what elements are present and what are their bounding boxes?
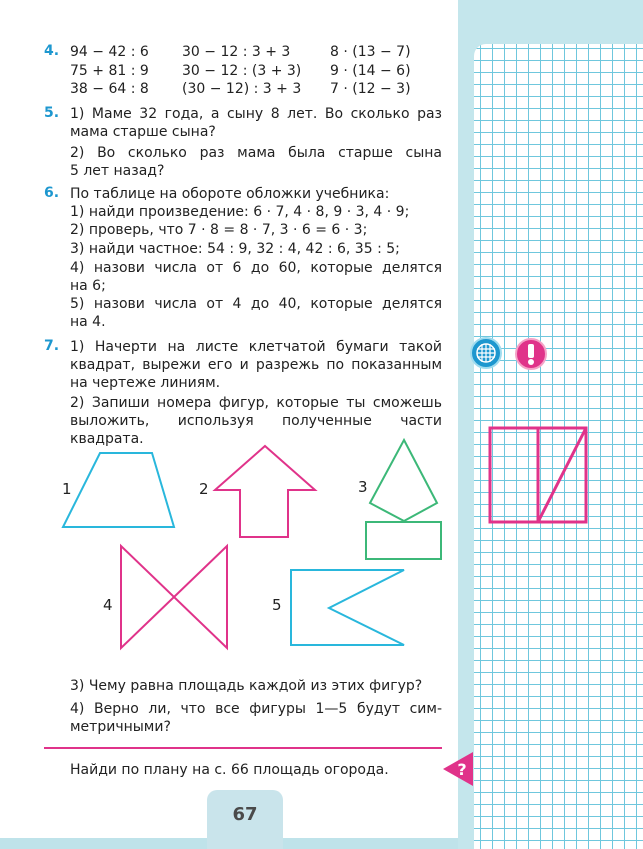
figure-1-label: 1 (62, 480, 72, 498)
exercise-5-part1-line1: 1) Маме 32 года, а сыну 8 лет. Во сколько раз (70, 106, 442, 122)
exercise-5-number: 5. (44, 105, 60, 121)
exercise-7-number: 7. (44, 338, 60, 354)
exercise-6-intro: По таблице на обороте обложки учебника: (70, 186, 390, 202)
expr-4-2-2: 30 − 12 : (3 + 3) (182, 63, 302, 79)
exercise-6-number: 6. (44, 185, 60, 201)
expr-4-3-2: (30 − 12) : 3 + 3 (182, 81, 302, 97)
figure-5-label: 5 (272, 596, 282, 614)
expr-4-1-2: 30 − 12 : 3 + 3 (182, 44, 291, 60)
square-cut-diagram (474, 400, 643, 540)
section-divider (44, 747, 442, 749)
exercise-7-p1-line1: 1) Начерти на листе клетчатой бумаги такой (70, 339, 442, 355)
expr-4-3-1: 38 − 64 : 8 (70, 81, 149, 97)
figure-4-bowtie (121, 546, 227, 648)
exercise-4-number: 4. (44, 43, 60, 59)
exercise-7-p1-line2: квадрат, вырежи его и разрежь по показанным (70, 357, 442, 373)
figure-1-trapezoid (63, 453, 174, 527)
expr-4-1-3: 8 · (13 − 7) (330, 44, 411, 60)
svg-text:?: ? (457, 760, 467, 779)
figure-2-label: 2 (199, 480, 209, 498)
grid-globe-icon (470, 337, 502, 369)
exercise-7-p3: 3) Чему равна площадь каждой из этих фигур? (70, 678, 423, 694)
expr-4-2-1: 75 + 81 : 9 (70, 63, 149, 79)
figure-5-notched (291, 570, 404, 645)
figure-2-arrow (215, 446, 315, 537)
exercise-5-part2-line1: 2) Во сколько раз мама была старше сына (70, 145, 442, 161)
exercise-6-item5-line1: 5) назови числа от 4 до 40, которые делятся (70, 296, 442, 312)
exercise-7-p4-line1: 4) Верно ли, что все фигуры 1—5 будут сим- (70, 701, 442, 717)
question-mark-icon (443, 750, 477, 788)
page-number: 67 (232, 804, 258, 825)
exercise-6-item4-line1: 4) назови числа от 6 до 60, которые делятся (70, 260, 442, 276)
exclamation-icon (514, 337, 546, 369)
exercise-7-p1-line3: на чертеже линиям. (70, 375, 221, 391)
figure-3-kite (370, 440, 437, 521)
exercise-6-item2: 2) проверь, что 7 · 8 = 8 · 7, 3 · 6 = 6 · 3; (70, 222, 368, 238)
exercise-7-p2-line2: выложить, используя полученные части квадрата. (70, 413, 442, 447)
exercise-6-item1: 1) найди произведение: 6 · 7, 4 · 8, 9 · 3, 4 · 9; (70, 204, 410, 220)
exercise-6-item5-line2: на 4. (70, 314, 106, 330)
expr-4-1-1: 94 − 42 : 6 (70, 44, 149, 60)
figure-3-rectangle (366, 522, 441, 559)
figure-4-label: 4 (103, 596, 113, 614)
exercise-6-item4-line2: на 6; (70, 278, 106, 294)
exercise-7-p4-line2: метричными? (70, 719, 171, 735)
exercise-5-part1-line2: мама старше сына? (70, 124, 216, 140)
expr-4-2-3: 9 · (14 − 6) (330, 63, 411, 79)
expr-4-3-3: 7 · (12 − 3) (330, 81, 411, 97)
square-diagonal-cut (538, 428, 586, 522)
exercise-7-p2-line1: 2) Запиши номера фигур, которые ты сможешь (70, 395, 442, 411)
figure-3-label: 3 (358, 478, 368, 496)
bottom-task: Найди по плану на с. 66 площадь огорода. (70, 762, 389, 778)
exercise-5-part2-line2: 5 лет назад? (70, 163, 165, 179)
exercise-6-item3: 3) найди частное: 54 : 9, 32 : 4, 42 : 6, 35 : 5; (70, 241, 400, 257)
